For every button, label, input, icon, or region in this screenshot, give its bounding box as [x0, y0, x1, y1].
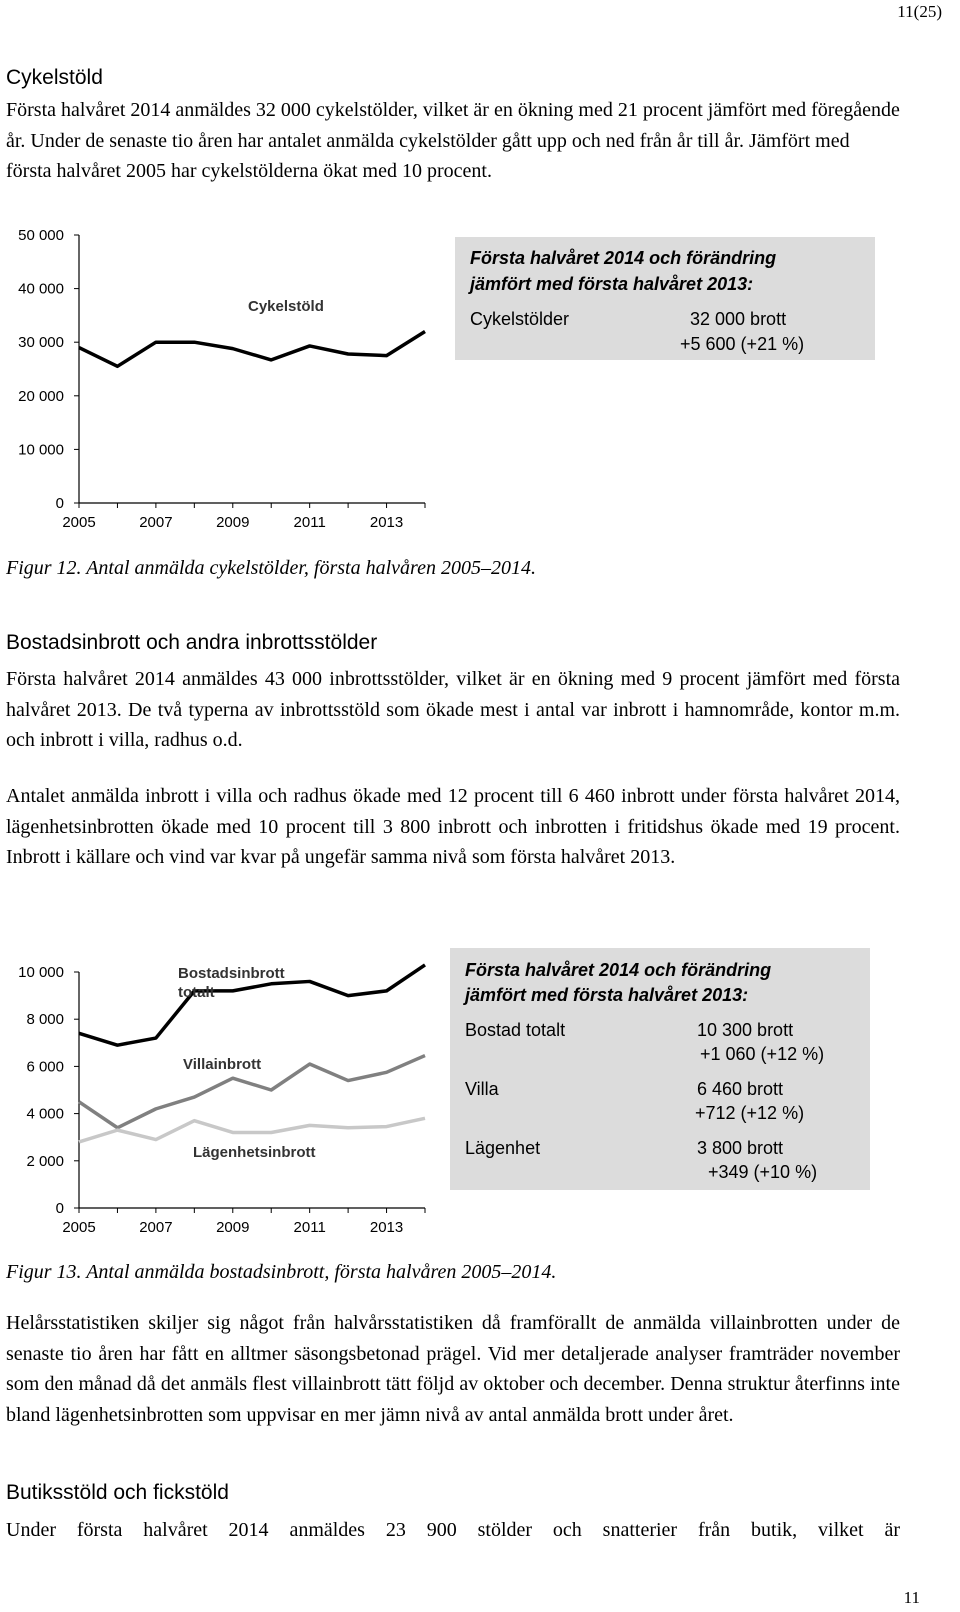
- summary-change: +5 600 (+21 %): [680, 334, 805, 354]
- series-label: Lägenhetsinbrott: [193, 1144, 316, 1161]
- x-tick-label: 2013: [369, 514, 404, 531]
- summary-change: +1 060 (+12 %): [700, 1044, 825, 1064]
- y-tick-label: 10 000: [18, 964, 64, 981]
- summary-box-title-line2: jämfört med första halvåret 2013:: [465, 985, 749, 1005]
- paragraph-bostad-3: Helårsstatistiken skiljer sig något från halvårsstatistiken då framförallt de anmälda villainbrotten under de senaste tio åren har fått en alltmer säsongsbetonad prägel. Vid mer detaljerade analyser framträder november som den månad då det anmäls flest villainbrott tätt följd av oktober och december. Denna struktur återfinns inte bland lägenhetsinbrotten som uppvisar en mer jämn nivå av antal anmälda brott under året.: [6, 1312, 900, 1426]
- y-tick-label: 50 000: [18, 227, 64, 244]
- summary-box-bostad: [450, 948, 870, 1190]
- x-tick-label: 2007: [139, 1219, 173, 1236]
- summary-label: Cykelstölder: [470, 309, 570, 329]
- y-tick-label: 40 000: [18, 280, 64, 298]
- series-line: [79, 331, 425, 366]
- summary-box-title-line2: jämfört med första halvåret 2013:: [470, 274, 754, 294]
- paragraph-bostad-2: Antalet anmälda inbrott i villa och radhus ökade med 12 procent till 6 460 inbrott under första halvåret 2014, lägenhetsinbrotten ökade med 10 procent till 3 800 inbrott och inbrotten i fritidshus ökade med 19 procent. Inbrott i källare och vind var kvar på ungefär samma nivå som första halvåret 2013.: [6, 785, 900, 868]
- summary-box-title-line1: Första halvåret 2014 och förändring: [470, 248, 777, 268]
- page-number-footer: 11: [903, 1588, 920, 1607]
- series-label: Cykelstöld: [248, 298, 324, 315]
- summary-change: +712 (+12 %): [695, 1103, 805, 1123]
- y-tick-label: 4 000: [26, 1105, 64, 1123]
- y-tick-label: 10 000: [18, 441, 64, 459]
- y-tick-label: 30 000: [18, 334, 64, 352]
- summary-label: Bostad totalt: [465, 1020, 566, 1040]
- summary-box-cykel: [455, 237, 875, 360]
- series-label: Bostadsinbrott: [178, 965, 285, 982]
- y-tick-label: 8 000: [26, 1011, 64, 1029]
- figure-caption-13: Figur 13. Antal anmälda bostadsinbrott, första halvåren 2005–2014.: [6, 1261, 557, 1283]
- series-label: Villainbrott: [183, 1056, 262, 1073]
- summary-value: 6 460 brott: [697, 1079, 784, 1099]
- summary-value: 10 300 brott: [697, 1020, 794, 1040]
- summary-box-title-line1: Första halvåret 2014 och förändring: [465, 960, 772, 980]
- summary-label: Lägenhet: [465, 1138, 541, 1158]
- x-tick-label: 2007: [139, 514, 173, 531]
- x-tick-label: 2011: [293, 1219, 326, 1236]
- figure-caption-12: Figur 12. Antal anmälda cykelstölder, första halvåren 2005–2014.: [6, 557, 536, 579]
- y-tick-label: 0: [55, 495, 64, 512]
- summary-value: 3 800 brott: [697, 1138, 784, 1158]
- summary-change: +349 (+10 %): [708, 1162, 818, 1182]
- x-tick-label: 2011: [293, 514, 326, 531]
- paragraph-butik: Under första halvåret 2014 anmäldes 23 900 stölder och snatterier från butik, vilket är: [6, 1519, 900, 1541]
- paragraph-cykel: Första halvåret 2014 anmäldes 32 000 cykelstölder, vilket är en ökning med 21 procent jämfört med föregående år. Under de senaste tio åren har antalet anmälda cykelstölder gått upp och ned från år till år. Jämfört med första halvåret 2005 har cykelstölderna ökat med 10 procent.: [6, 99, 900, 182]
- section-heading-butiksstold: Butiksstöld och fickstöld: [6, 1481, 229, 1504]
- section-heading-cykelstold: Cykelstöld: [6, 66, 103, 89]
- page-number: 11(25): [897, 2, 942, 21]
- series-label: totalt: [178, 984, 215, 1001]
- x-tick-label: 2005: [62, 1219, 96, 1236]
- y-tick-label: 6 000: [26, 1058, 64, 1076]
- x-tick-label: 2009: [216, 514, 250, 531]
- paragraph-bostad-1: Första halvåret 2014 anmäldes 43 000 inbrottsstölder, vilket är en ökning med 9 procent jämfört med första halvåret 2013. De två typerna av inbrottsstöld som ökade mest i antal var inbrott i hamnområde, kontor m.m. och inbrott i villa, radhus o.d.: [6, 668, 900, 751]
- summary-label: Villa: [465, 1079, 499, 1099]
- y-tick-label: 2 000: [26, 1152, 64, 1170]
- y-tick-label: 0: [55, 1200, 64, 1217]
- y-tick-label: 20 000: [18, 387, 64, 405]
- section-heading-bostadsinbrott: Bostadsinbrott och andra inbrottsstölder: [6, 631, 378, 654]
- x-tick-label: 2009: [216, 1219, 250, 1236]
- x-tick-label: 2005: [62, 514, 96, 531]
- summary-value: 32 000 brott: [690, 309, 787, 329]
- x-tick-label: 2013: [369, 1219, 404, 1236]
- chart-cykelstold: [0, 220, 430, 540]
- chart-bostadsinbrott: [0, 955, 430, 1245]
